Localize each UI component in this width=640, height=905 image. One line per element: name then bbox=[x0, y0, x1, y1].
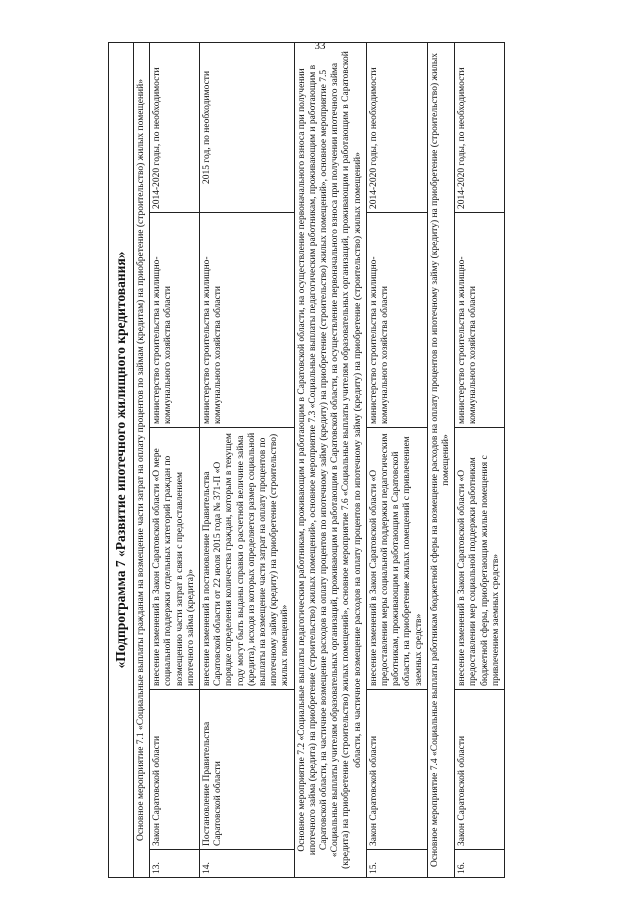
term: 2014-2020 годы, по необходимости bbox=[150, 43, 200, 213]
document-type: Закон Саратовской области bbox=[150, 690, 200, 850]
table-row bbox=[199, 43, 294, 878]
executor: министерство строительства и жилищно-коммунального хозяйства области bbox=[366, 213, 427, 428]
activity-heading: Основное мероприятие 7.2 «Социальные выплаты педагогическим работникам, проживающим и работающим в Саратовской области, на осуществление первоначального взноса при получении ипотечного займа (кредита) на приобретение (строительство) жилых помещений», основное мероприятие 7.3 «Социальные выплаты педагогическим работникам, проживающим и работающим в Саратовской области, на частичное возмещение расходов на оплату процентов по ипотечному займу (кредиту) на приобретение (строительство) жилых помещений», основное мероприятие 7.5 «Социальные выплаты учителям образовательных организаций, проживающим и работающим в Саратовской области, на осуществление первоначального взноса при получении ипотечного займа (кредита) на приобретение (строительство) жилых помещений», основное мероприятие 7.6 «Социальные выплаты учителям образовательных организаций, проживающим и работающим в Саратовской области, на частичное возмещение расходов на оплату процентов по ипотечному займу (кредиту) на приобретение (строительство) жилых помещений» bbox=[294, 43, 366, 878]
activity-heading-row bbox=[294, 43, 366, 878]
activity-heading: Основное мероприятие 7.4 «Социальные выплаты работникам бюджетной сферы на возмещение расходов на оплату процентов по ипотечному займу (кредиту) на приобретение (строительство) жилых помещений» bbox=[427, 43, 454, 878]
row-number: 16. bbox=[455, 850, 505, 878]
document-description: внесение изменений в Закон Саратовской области «О предоставлении меры социальной поддержки педагогическим работникам, проживающим и работающим в Саратовской области, на приобретение жилых помещений с привлечением заемных средств» bbox=[366, 428, 427, 690]
table-row bbox=[455, 43, 505, 878]
row-number: 14. bbox=[199, 850, 294, 878]
document-description: внесение изменений в постановление Правительства Саратовской области от 22 июля 2015 года № 371-П «О порядке определения количества граждан, которым в текущем году могут быть выданы справки о расчетной величине займа (кредита), исходя из которых определяется размер социальной выплаты на возмещение части затрат на оплату процентов по ипотечному займу (кредиту) на приобретение (строительство) жилых помещений» bbox=[199, 428, 294, 690]
activity-heading: Основное мероприятие 7.1 «Социальные выплаты гражданам на возмещение части затрат на оплату процентов по займам (кредитам) на приобретение (строительство) жилых помещений» bbox=[133, 43, 149, 878]
legal-acts-table bbox=[108, 42, 505, 878]
document-type: Постановление Правительства Саратовской области bbox=[199, 690, 294, 850]
row-number: 13. bbox=[150, 850, 200, 878]
activity-heading-row bbox=[427, 43, 454, 878]
subprogram-title-row bbox=[109, 43, 134, 878]
executor: министерство строительства и жилищно-коммунального хозяйства области bbox=[455, 213, 505, 428]
table-row bbox=[150, 43, 200, 878]
row-number: 15. bbox=[366, 850, 427, 878]
document-type: Закон Саратовской области bbox=[366, 690, 427, 850]
executor: министерство строительства и жилищно-коммунального хозяйства области bbox=[199, 213, 294, 428]
executor: министерство строительства и жилищно-коммунального хозяйства области bbox=[150, 213, 200, 428]
term: 2015 год, по необходимости bbox=[199, 43, 294, 213]
activity-heading-row bbox=[133, 43, 149, 878]
document-description: внесение изменений в Закон Саратовской области «О предоставлении мер социальной поддержки работникам бюджетной сферы, приобретающим жилые помещения с привлечением заемных средств» bbox=[455, 428, 505, 690]
table-row bbox=[366, 43, 427, 878]
document-description: внесение изменений в Закон Саратовской области «О мере социальной поддержки отдельных категорий граждан по возмещению части затрат в связи с предоставлением ипотечного займа (кредита)» bbox=[150, 428, 200, 690]
page-number: 33 bbox=[314, 40, 326, 52]
rotated-document-table-area bbox=[108, 43, 638, 878]
subprogram-title: «Подпрограмма 7 «Развитие ипотечного жилищного кредитования» bbox=[109, 43, 134, 878]
document-type: Закон Саратовской области bbox=[455, 690, 505, 850]
term: 2014-2020 годы, по необходимости bbox=[455, 43, 505, 213]
term: 2014-2020 годы, по необходимости bbox=[366, 43, 427, 213]
